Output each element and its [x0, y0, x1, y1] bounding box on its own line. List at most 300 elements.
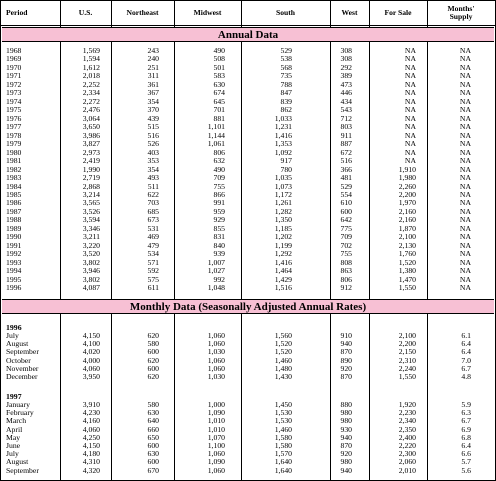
cell-west: 516 [340, 156, 352, 166]
cell-months-supply: NA [459, 79, 471, 89]
cell-midwest: 1,061 [207, 139, 225, 149]
cell-west: 808 [340, 257, 352, 267]
cell-northeast: 353 [147, 156, 159, 166]
cell-months-supply: NA [459, 198, 471, 208]
cell-midwest: 881 [213, 113, 225, 123]
cell-midwest: 709 [213, 173, 225, 183]
cell-us: 1,990 [82, 164, 100, 174]
cell-for-sale: NA [404, 130, 416, 140]
cell-south: 1,350 [274, 215, 292, 225]
table-row [1, 450, 495, 458]
cell-south: 568 [280, 62, 292, 72]
cell-for-sale: 1,380 [398, 266, 416, 276]
cell-west: 473 [340, 79, 352, 89]
cell-period: 1993 [6, 257, 22, 267]
column-header-south: South [276, 8, 295, 17]
table-row [1, 365, 495, 373]
cell-months-supply: NA [459, 113, 471, 123]
table-row [1, 417, 495, 425]
cell-for-sale: NA [404, 71, 416, 81]
cell-months-supply: 6.9 [461, 424, 471, 434]
column-divider [60, 1, 61, 480]
cell-months-supply: NA [459, 249, 471, 259]
cell-months-supply: NA [459, 164, 471, 174]
cell-period: 1969 [6, 54, 22, 64]
cell-months-supply: NA [459, 46, 471, 55]
cell-south: 1,460 [274, 424, 292, 434]
cell-for-sale: 1,520 [398, 257, 416, 267]
cell-northeast: 354 [147, 96, 159, 106]
cell-months-supply: NA [459, 274, 471, 284]
cell-us: 3,950 [82, 372, 100, 381]
cell-for-sale: NA [404, 62, 416, 72]
cell-us: 2,868 [82, 181, 100, 191]
column-divider [174, 1, 175, 480]
cell-months-supply: NA [459, 130, 471, 140]
cell-us: 4,000 [82, 355, 100, 365]
cell-midwest: 630 [213, 79, 225, 89]
cell-for-sale: 2,310 [398, 355, 416, 365]
cell-west: 980 [340, 416, 352, 426]
cell-us: 3,520 [82, 249, 100, 259]
column-header-northeast: Northeast [126, 8, 159, 17]
cell-us: 4,087 [82, 283, 100, 293]
cell-for-sale: 2,230 [398, 408, 416, 418]
cell-northeast: 600 [147, 347, 159, 357]
cell-south: 1,530 [274, 416, 292, 426]
cell-months-supply: NA [459, 206, 471, 216]
cell-months-supply: 7.0 [461, 355, 471, 365]
cell-northeast: 493 [147, 173, 159, 183]
cell-us: 1,612 [82, 62, 100, 72]
cell-midwest: 1,101 [207, 122, 225, 132]
cell-midwest: 1,060 [207, 465, 225, 475]
cell-northeast: 515 [147, 122, 159, 132]
cell-midwest: 1,060 [207, 339, 225, 349]
cell-midwest: 1,010 [207, 424, 225, 434]
cell-northeast: 240 [147, 54, 159, 64]
cell-west: 912 [340, 283, 352, 293]
cell-south: 1,033 [274, 113, 292, 123]
table-row [1, 267, 495, 275]
cell-months-supply: NA [459, 139, 471, 149]
cell-south: 1,185 [274, 223, 292, 233]
cell-period: 1972 [6, 79, 22, 89]
cell-midwest: 490 [213, 46, 225, 55]
table-row [1, 409, 495, 417]
cell-period: August [6, 339, 29, 349]
cell-northeast: 660 [147, 424, 159, 434]
table-row [1, 191, 495, 199]
cell-us: 2,476 [82, 105, 100, 115]
table-row [1, 123, 495, 131]
cell-midwest: 929 [213, 215, 225, 225]
cell-us: 4,150 [82, 441, 100, 450]
cell-for-sale: 2,200 [398, 189, 416, 199]
cell-for-sale: 1,550 [398, 372, 416, 381]
cell-period: 1968 [6, 46, 22, 55]
cell-us: 4,310 [82, 457, 100, 467]
cell-south: 1,640 [274, 465, 292, 475]
cell-months-supply: NA [459, 88, 471, 98]
cell-northeast: 370 [147, 105, 159, 115]
cell-south: 1,202 [274, 232, 292, 242]
cell-west: 543 [340, 105, 352, 115]
cell-us: 3,802 [82, 274, 100, 284]
cell-south: 1,199 [274, 240, 292, 250]
cell-south: 1,480 [274, 363, 292, 373]
column-divider [330, 1, 331, 480]
cell-south: 1,416 [274, 130, 292, 140]
cell-northeast: 403 [147, 147, 159, 157]
cell-west: 529 [340, 181, 352, 191]
table-row [1, 233, 495, 241]
cell-northeast: 580 [147, 400, 159, 409]
cell-west: 863 [340, 266, 352, 276]
cell-northeast: 367 [147, 88, 159, 98]
cell-midwest: 1,060 [207, 355, 225, 365]
cell-west: 308 [340, 54, 352, 64]
cell-midwest: 840 [213, 240, 225, 250]
table-row [1, 467, 495, 475]
cell-months-supply: NA [459, 54, 471, 64]
cell-for-sale: 2,340 [398, 416, 416, 426]
cell-midwest: 855 [213, 223, 225, 233]
cell-for-sale: 2,350 [398, 424, 416, 434]
cell-months-supply: NA [459, 147, 471, 157]
cell-northeast: 469 [147, 232, 159, 242]
cell-months-supply: 6.7 [461, 363, 471, 373]
cell-us: 2,018 [82, 71, 100, 81]
cell-midwest: 1,030 [207, 347, 225, 357]
cell-northeast: 479 [147, 240, 159, 250]
cell-months-supply: 6.3 [461, 408, 471, 418]
cell-months-supply: NA [459, 257, 471, 267]
cell-for-sale: 2,300 [398, 449, 416, 459]
cell-midwest: 1,000 [207, 400, 225, 409]
cell-for-sale: 1,970 [398, 198, 416, 208]
cell-months-supply: 4.8 [461, 372, 471, 381]
cell-south: 1,460 [274, 355, 292, 365]
table-row [1, 157, 495, 165]
cell-months-supply: 6.6 [461, 449, 471, 459]
cell-for-sale: 2,160 [398, 215, 416, 225]
cell-period: August [6, 457, 29, 467]
cell-northeast: 622 [147, 189, 159, 199]
cell-west: 940 [340, 432, 352, 442]
cell-us: 3,594 [82, 215, 100, 225]
cell-months-supply: 6.7 [461, 416, 471, 426]
cell-south: 1,530 [274, 408, 292, 418]
cell-northeast: 703 [147, 198, 159, 208]
cell-south: 1,640 [274, 457, 292, 467]
cell-south: 1,520 [274, 347, 292, 357]
cell-us: 4,250 [82, 432, 100, 442]
cell-midwest: 1,070 [207, 432, 225, 442]
cell-us: 4,150 [82, 331, 100, 340]
cell-northeast: 575 [147, 274, 159, 284]
cell-south: 1,464 [274, 266, 292, 276]
cell-us: 1,594 [82, 54, 100, 64]
cell-for-sale: 1,870 [398, 223, 416, 233]
cell-south: 1,450 [274, 400, 292, 409]
cell-west: 709 [340, 232, 352, 242]
cell-period: May [6, 432, 21, 442]
cell-south: 788 [280, 79, 292, 89]
cell-midwest: 1,060 [207, 363, 225, 373]
cell-south: 1,580 [274, 432, 292, 442]
cell-us: 1,569 [82, 46, 100, 55]
cell-midwest: 1,090 [207, 457, 225, 467]
cell-months-supply: NA [459, 105, 471, 115]
cell-west: 366 [340, 164, 352, 174]
cell-northeast: 526 [147, 139, 159, 149]
cell-period: 1977 [6, 122, 22, 132]
cell-us: 4,160 [82, 416, 100, 426]
cell-west: 610 [340, 198, 352, 208]
cell-us: 3,827 [82, 139, 100, 149]
cell-us: 4,180 [82, 449, 100, 459]
cell-for-sale: NA [404, 88, 416, 98]
cell-midwest: 1,010 [207, 416, 225, 426]
cell-period: 1988 [6, 215, 22, 225]
table-row [1, 225, 495, 233]
cell-months-supply: NA [459, 156, 471, 166]
year-subheading: 1996 [6, 323, 22, 332]
cell-south: 839 [280, 96, 292, 106]
cell-west: 870 [340, 372, 352, 381]
table-row [1, 250, 495, 258]
cell-for-sale: 1,470 [398, 274, 416, 284]
cell-period: September [6, 347, 39, 357]
cell-period: 1973 [6, 88, 22, 98]
cell-months-supply: NA [459, 232, 471, 242]
cell-northeast: 516 [147, 130, 159, 140]
cell-south: 1,353 [274, 139, 292, 149]
cell-west: 775 [340, 223, 352, 233]
cell-for-sale: NA [404, 96, 416, 106]
cell-period: 1971 [6, 71, 22, 81]
cell-south: 1,073 [274, 181, 292, 191]
cell-west: 481 [340, 173, 352, 183]
cell-south: 538 [280, 54, 292, 64]
cell-months-supply: NA [459, 181, 471, 191]
cell-for-sale: NA [404, 46, 416, 55]
cell-us: 3,214 [82, 189, 100, 199]
table-row [1, 183, 495, 191]
cell-period: 1984 [6, 181, 22, 191]
cell-months-supply: NA [459, 62, 471, 72]
cell-northeast: 685 [147, 206, 159, 216]
cell-for-sale: 2,130 [398, 240, 416, 250]
cell-midwest: 1,144 [207, 130, 225, 140]
cell-south: 1,570 [274, 449, 292, 459]
table-row [1, 373, 495, 381]
cell-months-supply: NA [459, 71, 471, 81]
cell-south: 529 [280, 46, 292, 55]
cell-northeast: 531 [147, 223, 159, 233]
cell-for-sale: NA [404, 79, 416, 89]
cell-west: 911 [340, 130, 352, 140]
cell-midwest: 674 [213, 88, 225, 98]
cell-period: 1981 [6, 156, 22, 166]
table-header [1, 1, 495, 26]
table-row [1, 401, 495, 409]
cell-us: 3,946 [82, 266, 100, 276]
cell-period: 1986 [6, 198, 22, 208]
table-row [1, 55, 495, 63]
cell-northeast: 640 [147, 416, 159, 426]
cell-us: 3,064 [82, 113, 100, 123]
monthly-data-heading: Monthly Data (Seasonally Adjusted Annual Rates) [2, 299, 494, 314]
cell-south: 847 [280, 88, 292, 98]
table-row [1, 426, 495, 434]
cell-us: 4,060 [82, 363, 100, 373]
cell-months-supply: 6.1 [461, 331, 471, 340]
cell-period: February [6, 408, 34, 418]
table-row [1, 174, 495, 182]
cell-west: 870 [340, 347, 352, 357]
cell-west: 940 [340, 339, 352, 349]
cell-for-sale: NA [404, 113, 416, 123]
cell-midwest: 1,100 [207, 441, 225, 450]
cell-us: 3,220 [82, 240, 100, 250]
cell-months-supply: 5.9 [461, 400, 471, 409]
cell-period: July [6, 331, 19, 340]
cell-midwest: 1,090 [207, 408, 225, 418]
cell-period: 1970 [6, 62, 22, 72]
cell-northeast: 534 [147, 249, 159, 259]
cell-for-sale: 1,550 [398, 283, 416, 293]
cell-for-sale: 1,760 [398, 249, 416, 259]
cell-period: 1991 [6, 240, 22, 250]
cell-for-sale: NA [404, 105, 416, 115]
column-header-west: West [341, 8, 358, 17]
cell-period: 1996 [6, 283, 22, 293]
cell-us: 3,526 [82, 206, 100, 216]
cell-midwest: 755 [213, 181, 225, 191]
cell-period: 1983 [6, 173, 22, 183]
cell-months-supply: NA [459, 240, 471, 250]
cell-midwest: 939 [213, 249, 225, 259]
cell-months-supply: NA [459, 122, 471, 132]
column-divider [427, 1, 428, 480]
cell-months-supply: 6.8 [461, 432, 471, 442]
table-row [1, 132, 495, 140]
table-row [1, 357, 495, 365]
cell-midwest: 501 [213, 62, 225, 72]
table-row [1, 47, 495, 55]
table-row [1, 89, 495, 97]
cell-months-supply: NA [459, 189, 471, 199]
cell-west: 890 [340, 355, 352, 365]
table-row [1, 340, 495, 348]
column-divider [369, 1, 370, 480]
cell-for-sale: 2,260 [398, 181, 416, 191]
cell-south: 780 [280, 164, 292, 174]
cell-for-sale: 2,240 [398, 363, 416, 373]
cell-midwest: 1,007 [207, 257, 225, 267]
cell-us: 4,060 [82, 424, 100, 434]
cell-south: 917 [280, 156, 292, 166]
cell-midwest: 1,027 [207, 266, 225, 276]
cell-us: 3,346 [82, 223, 100, 233]
table-row [1, 458, 495, 466]
table-row [1, 106, 495, 114]
cell-south: 862 [280, 105, 292, 115]
cell-west: 600 [340, 206, 352, 216]
cell-northeast: 611 [147, 283, 159, 293]
cell-us: 3,986 [82, 130, 100, 140]
table-row [1, 81, 495, 89]
cell-midwest: 992 [213, 274, 225, 284]
cell-months-supply: 5.7 [461, 457, 471, 467]
cell-west: 870 [340, 441, 352, 450]
cell-south: 1,292 [274, 249, 292, 259]
table-row [1, 284, 495, 292]
cell-period: April [6, 424, 23, 434]
table-row [1, 72, 495, 80]
cell-west: 389 [340, 71, 352, 81]
cell-for-sale: NA [404, 139, 416, 149]
cell-west: 920 [340, 449, 352, 459]
cell-south: 1,429 [274, 274, 292, 284]
cell-us: 4,230 [82, 408, 100, 418]
cell-midwest: 1,060 [207, 331, 225, 340]
cell-midwest: 490 [213, 164, 225, 174]
cell-northeast: 600 [147, 441, 159, 450]
cell-months-supply: 5.6 [461, 465, 471, 475]
cell-midwest: 632 [213, 156, 225, 166]
cell-for-sale: NA [404, 147, 416, 157]
cell-northeast: 650 [147, 432, 159, 442]
table-row [1, 199, 495, 207]
cell-south: 1,416 [274, 257, 292, 267]
cell-for-sale: 2,160 [398, 206, 416, 216]
cell-us: 4,020 [82, 347, 100, 357]
cell-us: 4,320 [82, 465, 100, 475]
cell-for-sale: 2,200 [398, 339, 416, 349]
cell-west: 920 [340, 363, 352, 373]
cell-northeast: 571 [147, 257, 159, 267]
cell-west: 434 [340, 96, 352, 106]
cell-for-sale: NA [404, 156, 416, 166]
table-row [1, 216, 495, 224]
cell-period: 1979 [6, 139, 22, 149]
column-header-months-supply: Months' Supply [447, 4, 475, 21]
cell-south: 1,092 [274, 147, 292, 157]
cell-for-sale: NA [404, 54, 416, 64]
cell-west: 930 [340, 424, 352, 434]
cell-midwest: 645 [213, 96, 225, 106]
column-divider [241, 1, 242, 480]
table-row [1, 242, 495, 250]
cell-midwest: 806 [213, 147, 225, 157]
table-row [1, 166, 495, 174]
cell-for-sale: 2,100 [398, 232, 416, 242]
column-header-us: U.S. [78, 8, 93, 17]
cell-for-sale: 2,010 [398, 465, 416, 475]
cell-northeast: 600 [147, 363, 159, 373]
cell-midwest: 508 [213, 54, 225, 64]
cell-midwest: 701 [213, 105, 225, 115]
cell-west: 712 [340, 113, 352, 123]
cell-northeast: 354 [147, 164, 159, 174]
cell-northeast: 670 [147, 465, 159, 475]
cell-midwest: 991 [213, 198, 225, 208]
cell-south: 1,430 [274, 372, 292, 381]
cell-period: July [6, 449, 19, 459]
